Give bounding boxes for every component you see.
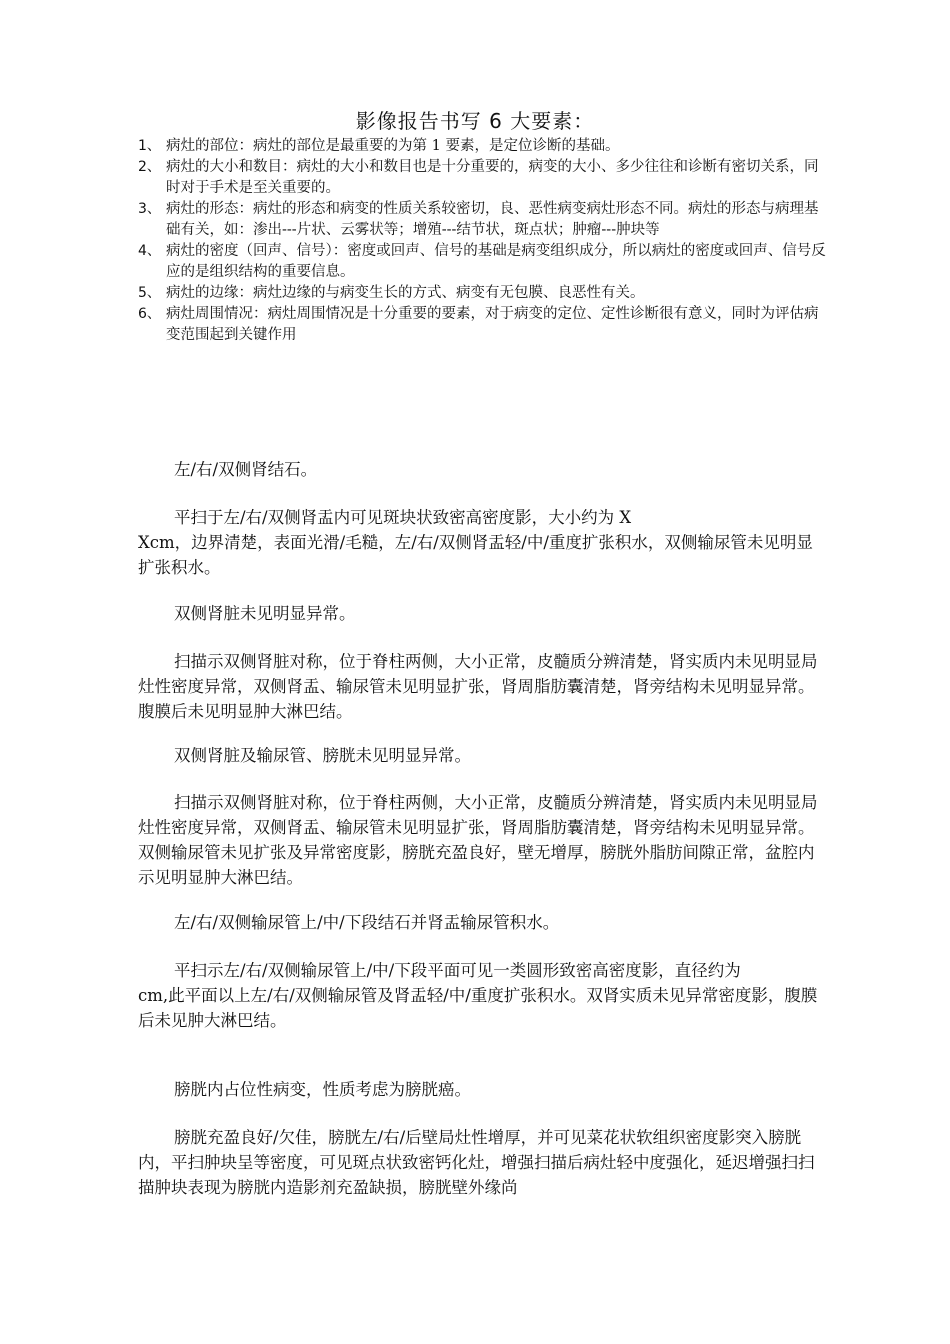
paragraph: 平扫示左/右/双侧输尿管上/中/下段平面可见一类圆形致密高密度影，直径约为 [174, 961, 741, 980]
paragraph: 膀胱充盈良好/欠佳，膀胱左/右/后壁局灶性增厚，并可见菜花状软组织密度影突入膀胱内，平扫肿块呈等密度，可见斑点状致密钙化灶，增强扫描后病灶轻中度强化，延迟增强扫扫描肿块表现为膀胱内造影剂充盈缺损，膀胱壁外缘尚 [138, 1128, 815, 1197]
report-heading [138, 457, 818, 482]
list-item-number: 2、 [138, 159, 161, 175]
paragraph-continuation: cm,此平面以上左/右/双侧输尿管及肾盂轻/中/重度扩张积水。双肾实质未见异常密度影，腹膜后未见肿大淋巴结。 [138, 986, 818, 1030]
report-body [138, 1125, 818, 1200]
list-item-text: 病灶的边缘：病灶边缘的与病变生长的方式、病变有无包膜、良恶性有关。 [166, 285, 645, 301]
report-heading [138, 1077, 818, 1102]
paragraph: 扫描示双侧肾脏对称，位于脊柱两侧，大小正常，皮髓质分辨清楚，肾实质内未见明显局灶性密度异常，双侧肾盂、输尿管未见明显扩张，肾周脂肪囊清楚，肾旁结构未见明显异常。腹膜后未见明显肿大淋巴结。 [138, 652, 818, 721]
report-body [138, 790, 818, 890]
paragraph: 扫描示双侧肾脏对称，位于脊柱两侧，大小正常，皮髓质分辨清楚，肾实质内未见明显局灶性密度异常，双侧肾盂、输尿管未见明显扩张，肾周脂肪囊清楚，肾旁结构未见明显异常。双侧输尿管未见扩张及异常密度影，膀胱充盈良好，壁无增厚，膀胱外脂肪间隙正常，盆腔内示见明显肿大淋巴结。 [138, 793, 818, 887]
list-item [138, 283, 828, 304]
document-title: 影像报告书写 6 大要素： [355, 109, 595, 133]
paragraph: 双侧肾脏及输尿管、膀胱未见明显异常。 [174, 746, 471, 765]
list-item-text: 病灶的形态：病灶的形态和病变的性质关系较密切，良、恶性病变病灶形态不同。病灶的形态与病理基础有关，如：渗出---片状、云雾状等；增殖---结节状，斑点状；肿瘤---肿块等 [166, 201, 819, 238]
list-item [138, 136, 828, 157]
list-item-number: 4、 [138, 243, 161, 259]
list-item [138, 157, 828, 199]
elements-list [138, 136, 828, 346]
list-item-number: 1、 [138, 138, 161, 154]
list-item-text: 病灶的部位：病灶的部位是最重要的为第 1 要素，是定位诊断的基础。 [166, 138, 620, 154]
paragraph: 左/右/双侧肾结石。 [174, 460, 318, 479]
list-item [138, 199, 828, 241]
list-item [138, 304, 828, 346]
report-body [138, 505, 818, 580]
report-heading [138, 910, 818, 935]
paragraph: 平扫于左/右/双侧肾盂内可见斑块状致密高密度影，大小约为 X [174, 508, 632, 527]
paragraph-continuation: Xcm，边界清楚，表面光滑/毛糙，左/右/双侧肾盂轻/中/重度扩张积水，双侧输尿管未见明显扩张积水。 [138, 533, 813, 577]
report-heading [138, 601, 818, 626]
list-item [138, 241, 828, 283]
paragraph: 膀胱内占位性病变，性质考虑为膀胱癌。 [174, 1080, 471, 1099]
report-body [138, 649, 818, 724]
report-body [138, 958, 818, 1033]
paragraph: 双侧肾脏未见明显异常。 [174, 604, 356, 623]
list-item-number: 6、 [138, 306, 161, 322]
list-item-text: 病灶的密度（回声、信号）：密度或回声、信号的基础是病变组织成分，所以病灶的密度或回声、信号反应的是组织结构的重要信息。 [166, 243, 826, 280]
paragraph: 左/右/双侧输尿管上/中/下段结石并肾盂输尿管积水。 [174, 913, 560, 932]
report-heading [138, 743, 818, 768]
list-item-text: 病灶的大小和数目：病灶的大小和数目也是十分重要的，病变的大小、多少往往和诊断有密切关系，同时对于手术是至关重要的。 [166, 159, 819, 196]
list-item-number: 3、 [138, 201, 161, 217]
list-item-number: 5、 [138, 285, 161, 301]
list-item-text: 病灶周围情况：病灶周围情况是十分重要的要素，对于病变的定位、定性诊断很有意义，同时为评估病变范围起到关键作用 [166, 306, 819, 343]
